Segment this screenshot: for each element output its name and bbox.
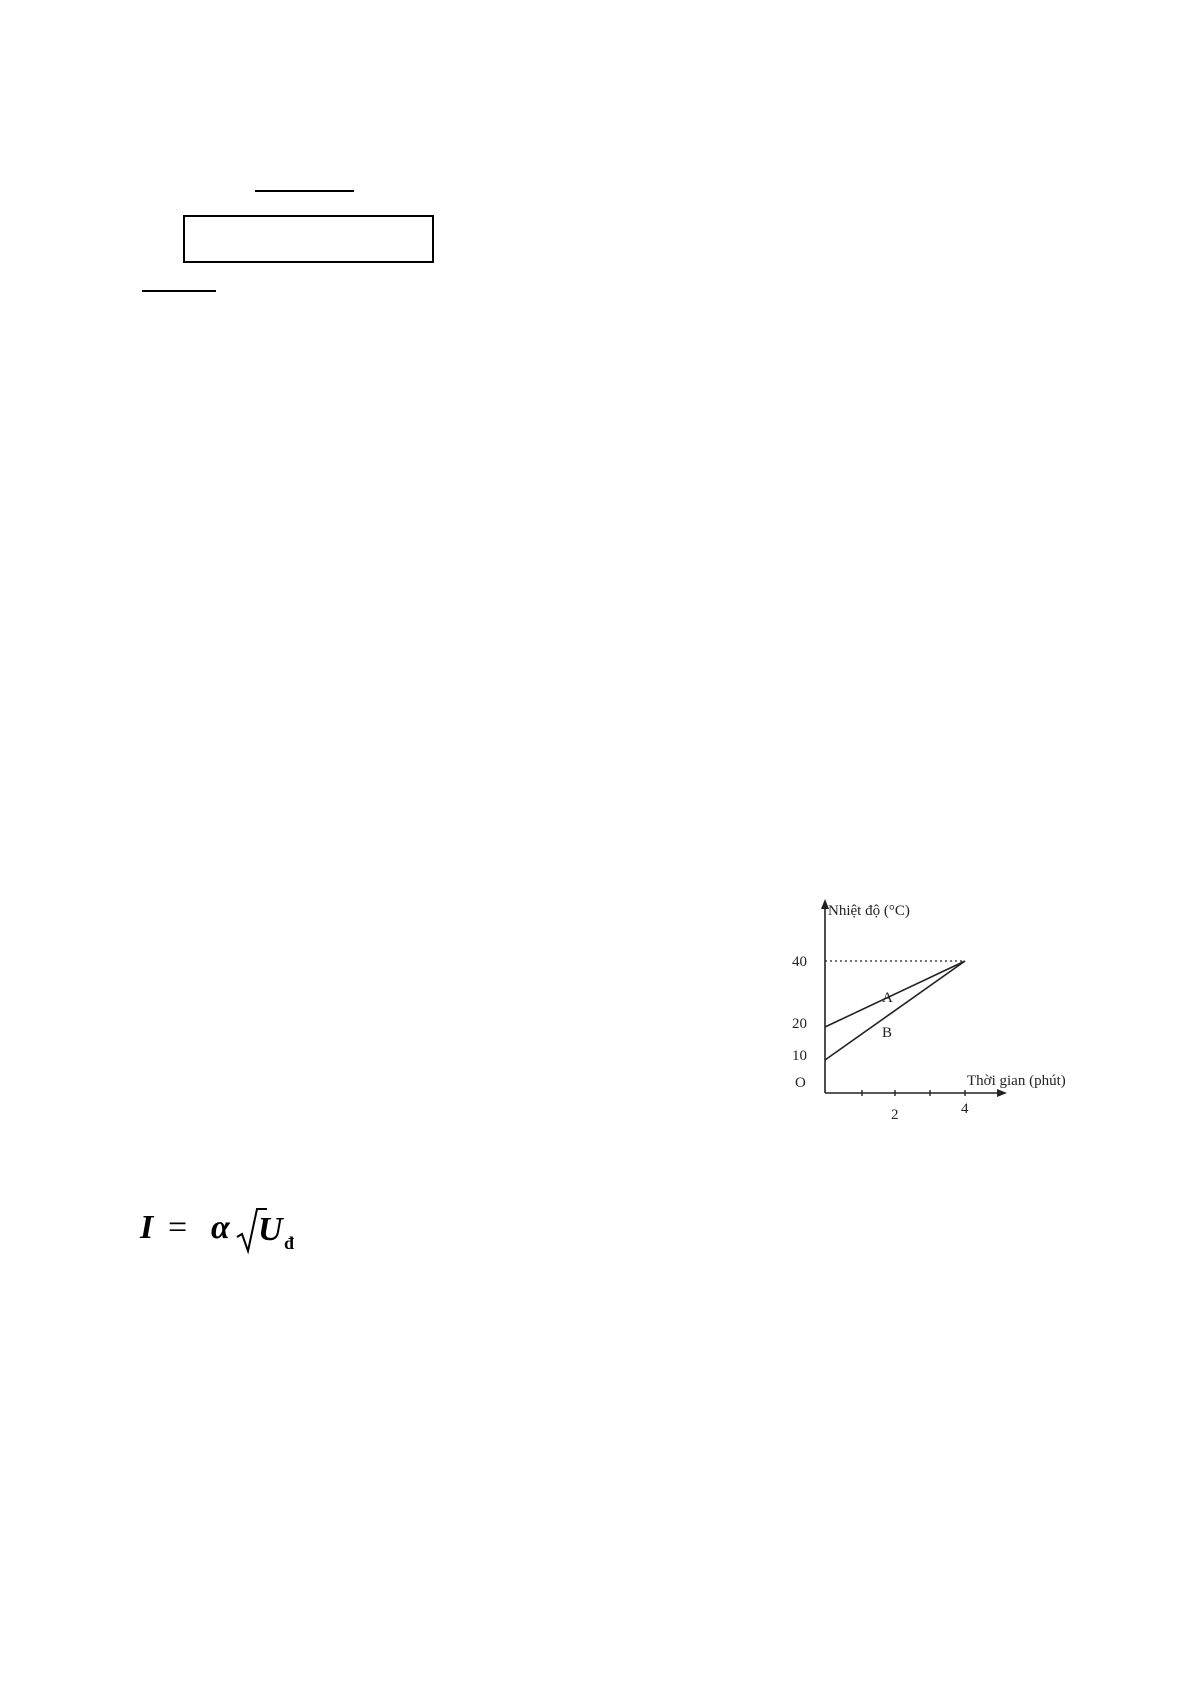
formula-radicand: U [258, 1211, 283, 1248]
header-box [183, 215, 434, 263]
line-label-a: A [882, 990, 893, 1006]
x-tick-label: 2 [891, 1107, 899, 1123]
graph-svg [790, 895, 1090, 1130]
y-axis-label: Nhiệt độ (°C) [828, 903, 910, 919]
y-tick-label: 40 [792, 954, 807, 970]
formula-equals: = [168, 1209, 188, 1246]
y-tick-label: 20 [792, 1016, 807, 1032]
series-line-a [825, 961, 965, 1027]
temperature-time-graph [790, 895, 1090, 1130]
x-tick-label: 4 [961, 1101, 969, 1117]
y-tick-label: 10 [792, 1048, 807, 1064]
x-axis-arrow [997, 1089, 1007, 1097]
current-formula [140, 1205, 310, 1265]
formula-coefficient: α [211, 1209, 230, 1246]
formula-lhs: I [140, 1209, 154, 1246]
formula-subscript: đ [284, 1233, 295, 1253]
header-underline [255, 190, 354, 192]
line-label-b: B [882, 1025, 893, 1041]
section-underline [142, 290, 216, 292]
series-line-b [825, 961, 965, 1060]
x-axis-label: Thời gian (phút) [967, 1073, 1066, 1089]
origin-label: O [795, 1075, 806, 1091]
